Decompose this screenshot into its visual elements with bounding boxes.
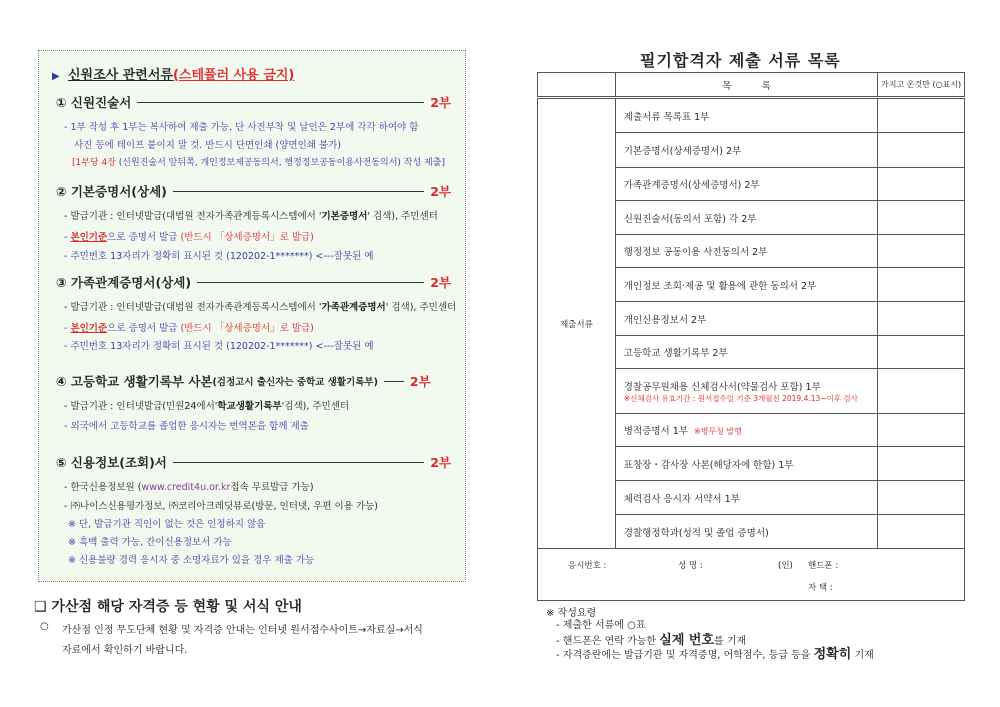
line: - 본인기준으로 증명서 발급 (반드시 「상세증명서」로 발급) (64, 232, 314, 243)
section-1-title: ① 신원진술서 2부 (56, 95, 451, 110)
table-row (538, 98, 965, 133)
check-cell[interactable] (878, 268, 965, 302)
bullet-icon: ○ (40, 621, 49, 632)
section-3-title: ③ 가족관계증명서(상세) 2부 (56, 275, 451, 290)
line: ※ 단, 발급기관 직인이 없는 것은 인정하지 않음 (68, 519, 266, 530)
check-cell[interactable] (878, 302, 965, 336)
item-cell: 병적증명서 1부 ※병무청 발행 (615, 414, 877, 447)
line: ※ 흑백 출력 가능, 간이신용정보서 가능 (68, 537, 232, 548)
guide-line: - 핸드폰은 연락 가능한 실제 번호를 기재 (556, 633, 747, 648)
check-cell[interactable] (878, 336, 965, 369)
item-cell: 체력검사 응시자 서약서 1부 (615, 481, 877, 515)
line: [1부당 4장 (신원진술서 앞뒤쪽, 개인정보제공동의서, 행정정보공동이용사전동의서) 작성 제출] (72, 158, 445, 168)
guide-line: - 제출한 서류에 ○표 (556, 620, 646, 631)
guide-title: ※ 작성요령 (546, 608, 597, 619)
item-cell: 행정정보 공동이용 사전동의서 2부 (615, 235, 877, 268)
col-header-list: 목 록 (615, 73, 877, 98)
line: - ㈜나이스신용평가정보, ㈜코리아크레딧뷰로(방문, 인터넷, 우편 이용 가능) (64, 501, 378, 512)
phone-label: 핸드폰 : (808, 561, 839, 571)
triangle-icon: ▶ (52, 71, 60, 82)
category-cell: 제출서류 (538, 98, 616, 549)
check-cell[interactable] (878, 369, 965, 414)
line: - 발급기관 : 인터넷발급(민원24에서'학교생활기록부'검색), 주민센터 (64, 401, 350, 412)
check-cell[interactable] (878, 515, 965, 549)
line: - 주민번호 13자리가 정확히 표시된 것 (120202-1*******) <---잘못된 예 (64, 341, 374, 352)
line: - 발급기관 : 인터넷발급(대법원 전자가족관계등록시스템에서 '가족관계증명서' 검색), 주민센터 (64, 302, 457, 313)
line: - 본인기준으로 증명서 발급 (반드시 「상세증명서」로 발급) (64, 323, 314, 334)
name-label: 성 명 : (678, 561, 703, 571)
section-4-title: ④ 고등학교 생활기록부 사본 (검정고시 출신자는 중학교 생활기록부) 2부 (56, 374, 431, 389)
section-5-title: ⑤ 신용정보(조회)서 2부 (56, 455, 451, 470)
check-cell[interactable] (878, 447, 965, 481)
item-cell: 제출서류 목록표 1부 (615, 98, 877, 133)
item-cell: 개인신용정보서 2부 (615, 302, 877, 336)
check-cell[interactable] (878, 98, 965, 133)
credit-link[interactable]: www.credit4u.or.kr (141, 482, 231, 493)
item-cell: 경찰행정학과(성적 및 졸업 증명서) (615, 515, 877, 549)
bonus-heading: ❑ 가산점 해당 자격증 등 현황 및 서식 안내 (34, 599, 302, 615)
applicant-info-row (538, 549, 965, 601)
check-cell[interactable] (878, 235, 965, 268)
seal-label: (인) (778, 561, 793, 571)
line: ※ 신용불량 경력 응시자 중 소명자료가 있을 경우 제출 가능 (68, 555, 315, 566)
line: - 1부 작성 후 1부는 복사하여 제출 가능, 단 사진부착 및 날인은 2부에 각각 하여야 함 (64, 122, 419, 133)
guide-line: - 자격증란에는 발급기관 및 자격증명, 어학점수, 등급 등을 정확히 기재 (556, 647, 874, 662)
item-cell: 고등학교 생활기록부 2부 (615, 336, 877, 369)
line: - 한국신용정보원 (www.credit4u.or.kr접속 무료발급 가능) (64, 482, 314, 493)
item-cell: 개인정보 조회·제공 및 활용에 관한 동의서 2부 (615, 268, 877, 302)
col-header-check: 가지고 온것만 (○표시) (878, 73, 965, 98)
item-cell: 신원진술서(동의서 포함) 각 2부 (615, 201, 877, 235)
line: 사진 등에 테이프 붙이지 말 것. 반드시 단면인쇄 (양면인쇄 불가) (74, 140, 342, 151)
section-2-title: ② 기본증명서(상세) 2부 (56, 184, 451, 199)
exam-no-label: 응시번호 : (568, 561, 607, 571)
bonus-text: 자료에서 확인하기 바랍니다. (62, 645, 188, 656)
check-cell[interactable] (878, 481, 965, 515)
check-cell[interactable] (878, 133, 965, 168)
item-cell: 가족관계증명서(상세증명서) 2부 (615, 168, 877, 201)
heading-warning: (스테플러 사용 금지) (172, 68, 295, 83)
item-cell: 기본증명서(상세증명서) 2부 (615, 133, 877, 168)
item-cell: 표창장・감사장 사본(해당자에 한함) 1부 (615, 447, 877, 481)
check-cell[interactable] (878, 168, 965, 201)
check-cell[interactable] (878, 201, 965, 235)
line: - 주민번호 13자리가 정확히 표시된 것 (120202-1*******) <---잘못된 예 (64, 251, 374, 262)
home-label: 자 택 : (808, 583, 833, 593)
check-cell[interactable] (878, 414, 965, 447)
heading: 신원조사 관련서류 (67, 68, 173, 83)
heading-row (52, 64, 294, 83)
submission-table (537, 72, 965, 601)
line: - 발급기관 : 인터넷발급(대법원 전자가족관계등록시스템에서 '기본증명서' 검색), 주민센터 (64, 211, 438, 222)
item-cell: 경찰공무원채용 신체검사서(약물검사 포함) 1부 ※신체검사 유효기간 : 원서접수일 기준 3개월전 2019.4.13~이후 검사 (615, 369, 877, 414)
line: - 외국에서 고등학교를 졸업한 응시자는 번역본을 함께 제출 (64, 421, 309, 432)
table-title: 필기합격자 제출 서류 목록 (640, 51, 841, 70)
bonus-text: 가산점 인정 무도단체 현황 및 자격증 안내는 인터넷 원서접수사이트→자료실→서식 (62, 625, 423, 636)
